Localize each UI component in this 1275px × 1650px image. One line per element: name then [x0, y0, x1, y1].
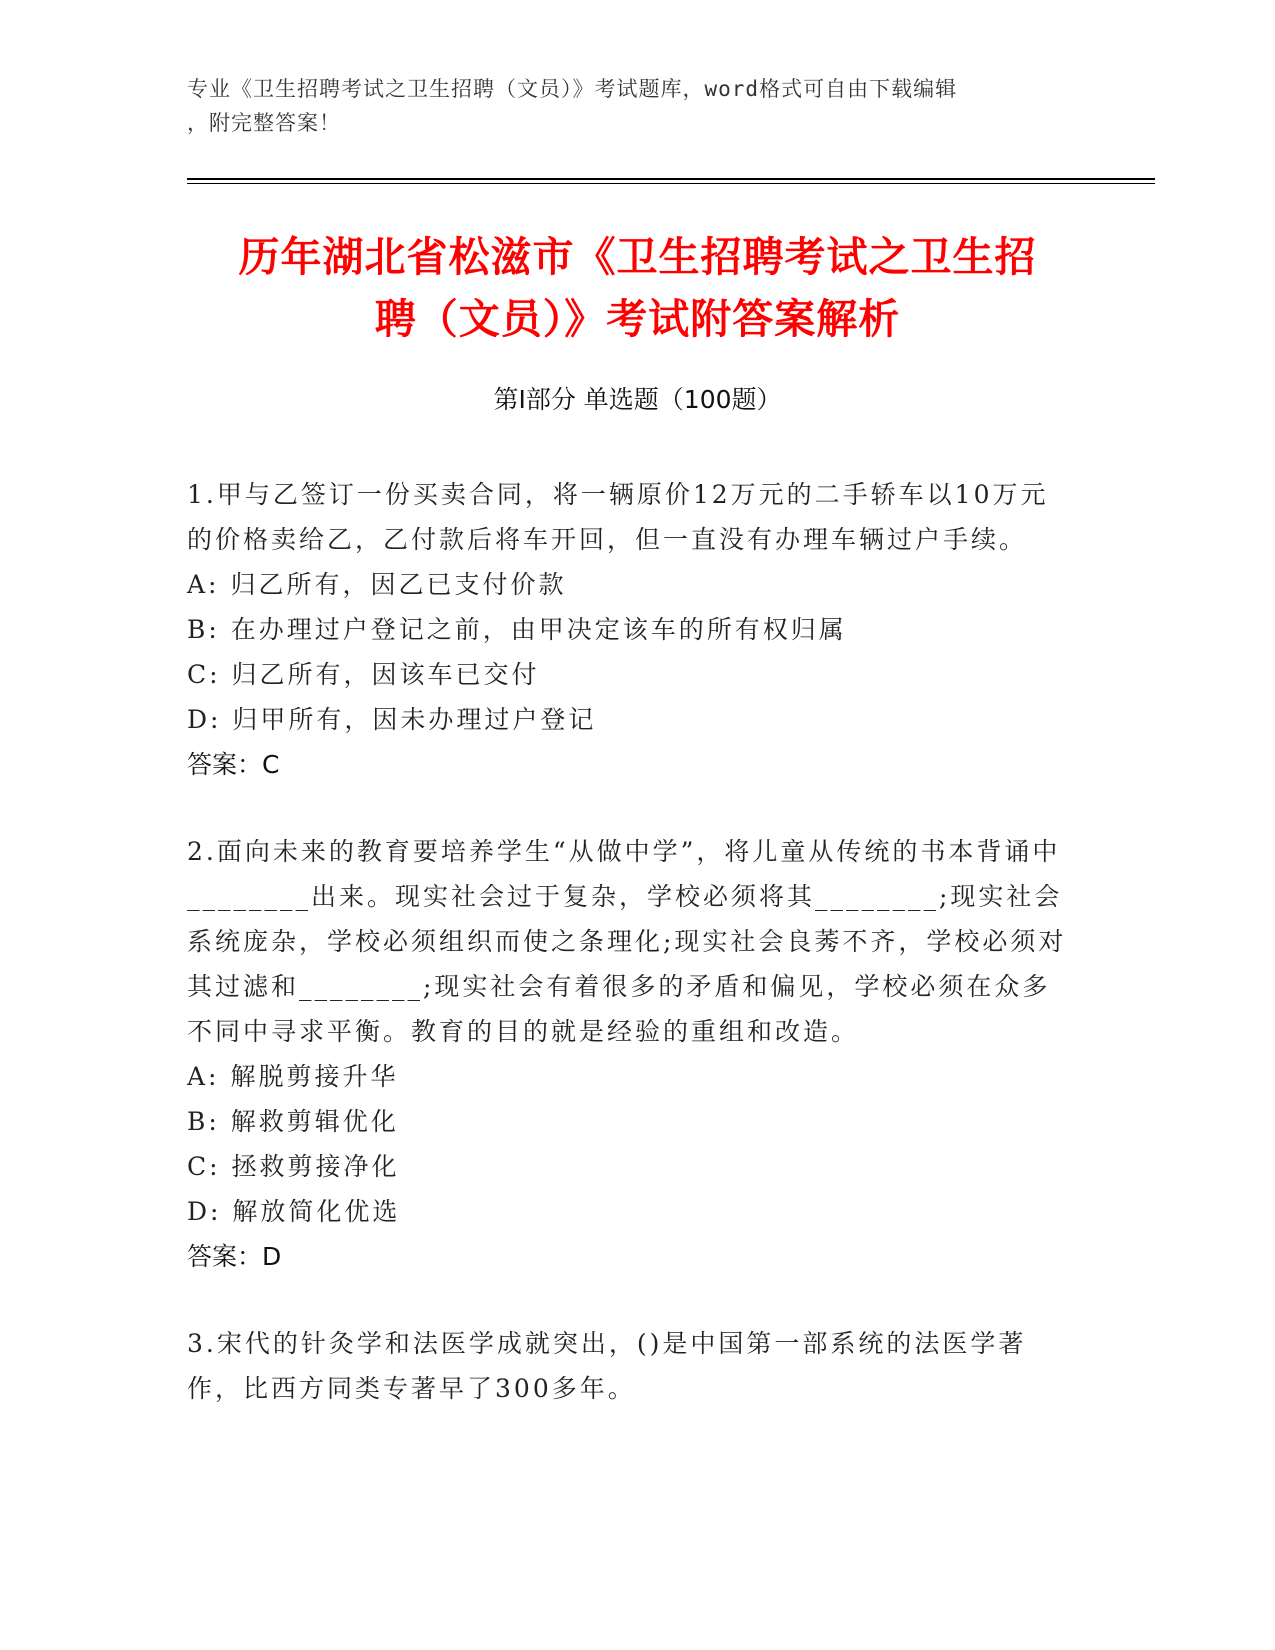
option-text: 拯救剪接净化: [231, 1152, 400, 1181]
question-option-d: [187, 697, 1067, 742]
question-list: [187, 472, 1067, 1453]
option-letter: D:: [187, 1197, 222, 1226]
question-option-c: [187, 1144, 1067, 1189]
question-answer: 答案：C: [187, 750, 280, 779]
option-letter: B:: [187, 1107, 220, 1136]
option-text: 归甲所有，因未办理过户登记: [232, 705, 597, 734]
option-letter: A:: [187, 570, 220, 599]
question-option-b: [187, 1099, 1067, 1144]
question-option-b: [187, 607, 1067, 652]
question-option-c: [187, 652, 1067, 697]
option-text: 归乙所有，因该车已交付: [231, 660, 540, 689]
header-divider-thin: [187, 183, 1155, 184]
option-text: 归乙所有，因乙已支付价款: [230, 570, 567, 599]
option-text: 在办理过户登记之前，由甲决定该车的所有权归属: [230, 615, 847, 644]
option-text: 解脱剪接升华: [230, 1062, 399, 1091]
option-letter: C:: [187, 660, 221, 689]
question-stem: 1.甲与乙签订一份买卖合同，将一辆原价12万元的二手轿车以10万元的价格卖给乙，乙付款后将车开回，但一直没有办理车辆过户手续。: [187, 480, 1049, 554]
header-note: [187, 72, 1067, 140]
option-letter: A:: [187, 1062, 220, 1091]
section-heading: 第Ⅰ部分 单选题（100题）: [493, 385, 782, 414]
question-item: [187, 1321, 1067, 1411]
option-text: 解放简化优选: [232, 1197, 401, 1226]
option-letter: B:: [187, 615, 220, 644]
header-divider-thick: [187, 178, 1155, 180]
header-note-line-2: ，附完整答案！: [187, 111, 341, 135]
question-option-d: [187, 1189, 1067, 1234]
question-answer: 答案：D: [187, 1242, 282, 1271]
option-text: 解救剪辑优化: [230, 1107, 399, 1136]
question-option-a: [187, 1054, 1067, 1099]
document-title-line-2: 聘（文员）》考试附答案解析: [374, 295, 901, 343]
question-stem: 3.宋代的针灸学和法医学成就突出，()是中国第一部系统的法医学著作，比西方同类专著早了300多年。: [187, 1329, 1027, 1403]
question-stem: 2.面向未来的教育要培养学生“从做中学”，将儿童从传统的书本背诵中________出来。现实社会过于复杂，学校必须将其________;现实社会系统庞杂，学校必须组织而使之条理化;现实社会良莠不齐，学校必须对其过滤和________;现实社会有着很多的矛盾和偏见，学校必须在众多不同中寻求平衡。教育的目的就是经验的重组和改造。: [187, 837, 1067, 1046]
option-letter: D:: [187, 705, 222, 734]
question-option-a: [187, 562, 1067, 607]
document-title: [150, 226, 1125, 350]
header-note-line-1: 专业《卫生招聘考试之卫生招聘（文员）》考试题库，word格式可自由下载编辑: [187, 77, 958, 101]
question-item: [187, 472, 1067, 787]
option-letter: C:: [187, 1152, 221, 1181]
document-title-line-1: 历年湖北省松滋市《卫生招聘考试之卫生招: [238, 233, 1037, 281]
question-item: [187, 829, 1067, 1279]
